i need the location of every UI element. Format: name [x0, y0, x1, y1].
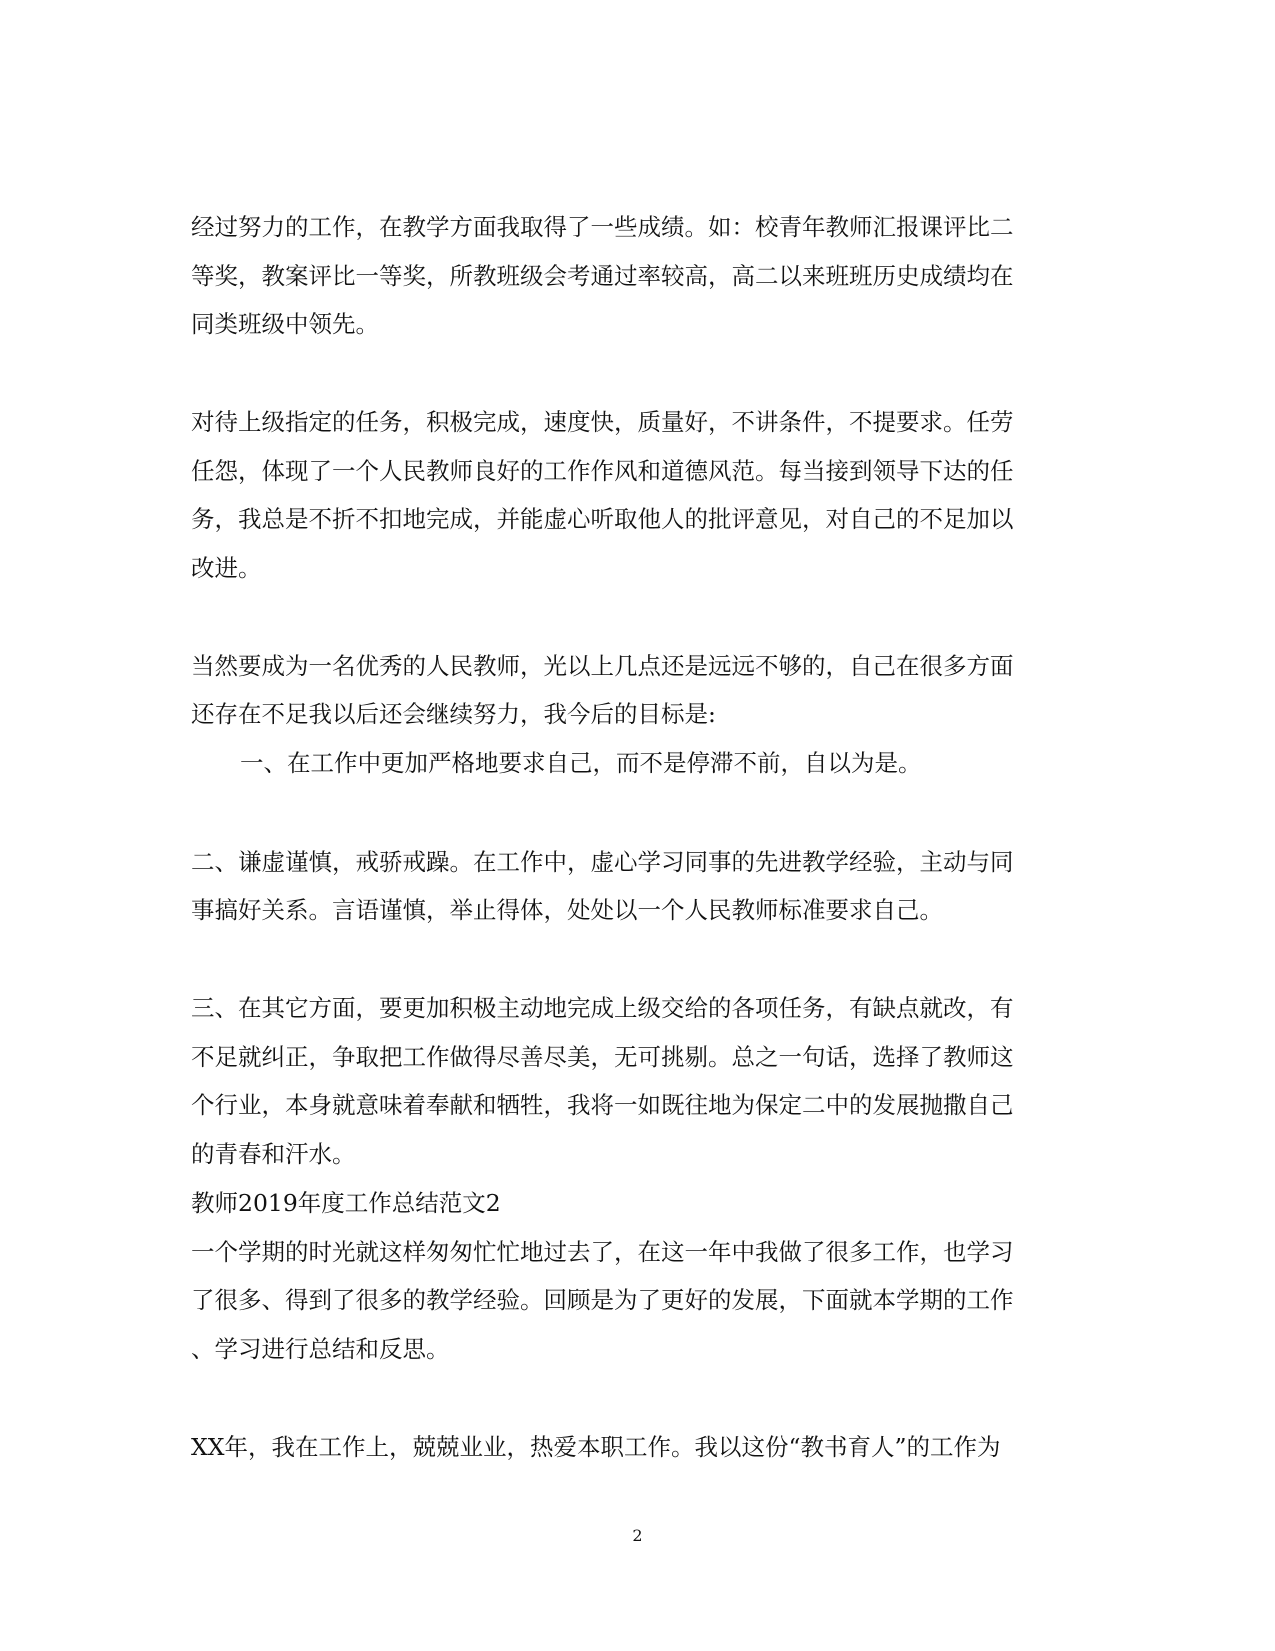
text-line: 三、在其它方面，要更加积极主动地完成上级交给的各项任务，有缺点就改，有 [191, 994, 1014, 1022]
text-line: 对待上级指定的任务，积极完成，速度快，质量好，不讲条件，不提要求。任劳 [191, 408, 1014, 436]
text-line: XX年，我在工作上，兢兢业业，热爱本职工作。我以这份“教书育人”的工作为 [191, 1433, 1001, 1461]
page-number: 2 [632, 1526, 643, 1545]
text-line: 还存在不足我以后还会继续努力，我今后的目标是: [191, 700, 716, 728]
text-line: 务，我总是不折不扣地完成，并能虚心听取他人的批评意见，对自己的不足加以 [191, 505, 1014, 533]
text-line: 等奖，教案评比一等奖，所教班级会考通过率较高，高二以来班班历史成绩均在 [191, 262, 1014, 290]
text-line: 改进。 [191, 554, 262, 582]
text-line: 一、在工作中更加严格地要求自己，而不是停滞不前，自以为是。 [240, 749, 922, 777]
text-line: 同类班级中领先。 [191, 310, 379, 338]
text-line: 经过努力的工作，在教学方面我取得了一些成绩。如：校青年教师汇报课评比二 [191, 213, 1014, 241]
text-line: 个行业，本身就意味着奉献和牺牲，我将一如既往地为保定二中的发展抛撒自己 [191, 1091, 1014, 1119]
text-line: 当然要成为一名优秀的人民教师，光以上几点还是远远不够的，自己在很多方面 [191, 652, 1014, 680]
text-line: 任怨，体现了一个人民教师良好的工作作风和道德风范。每当接到领导下达的任 [191, 457, 1014, 485]
text-line: 二、谦虚谨慎，戒骄戒躁。在工作中，虚心学习同事的先进教学经验，主动与同 [191, 848, 1014, 876]
section-heading: 教师2019年度工作总结范文2 [191, 1189, 501, 1217]
text-line: 事搞好关系。言语谨慎，举止得体，处处以一个人民教师标准要求自己。 [191, 896, 943, 924]
text-line: 、学习进行总结和反思。 [191, 1335, 450, 1363]
text-line: 了很多、得到了很多的教学经验。回顾是为了更好的发展，下面就本学期的工作 [191, 1286, 1014, 1314]
text-line: 不足就纠正，争取把工作做得尽善尽美，无可挑剔。总之一句话，选择了教师这 [191, 1043, 1014, 1071]
text-line: 的青春和汗水。 [191, 1140, 356, 1168]
text-line: 一个学期的时光就这样匆匆忙忙地过去了，在这一年中我做了很多工作，也学习 [191, 1238, 1014, 1266]
